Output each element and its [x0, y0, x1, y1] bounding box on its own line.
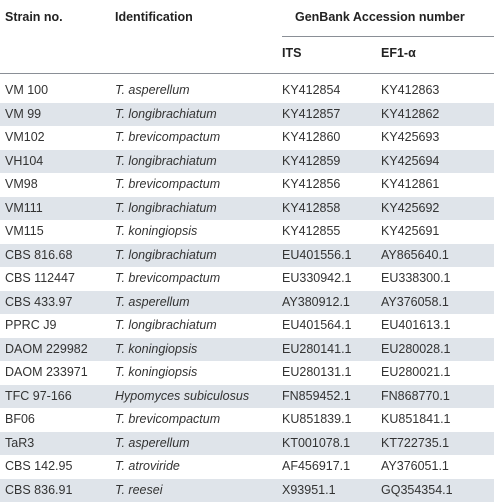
cell-ef1: KY412862 [381, 103, 439, 127]
cell-identification: T. brevicompactum [115, 173, 220, 197]
cell-ef1: FN868770.1 [381, 385, 450, 409]
cell-its: EU401564.1 [282, 314, 352, 338]
cell-identification: T. asperellum [115, 291, 190, 315]
cell-identification: T. longibrachiatum [115, 150, 217, 174]
cell-ef1: AY376058.1 [381, 291, 449, 315]
table-row [0, 361, 494, 385]
cell-its: AF456917.1 [282, 455, 350, 479]
cell-its: KY412860 [282, 126, 340, 150]
cell-strain: DAOM 233971 [5, 361, 88, 385]
table-row [0, 150, 494, 174]
cell-ef1: GQ354354.1 [381, 479, 453, 502]
cell-strain: VM111 [5, 197, 43, 221]
table-row [0, 314, 494, 338]
table-row [0, 79, 494, 103]
cell-its: KY412859 [282, 150, 340, 174]
cell-identification: T. longibrachiatum [115, 103, 217, 127]
cell-identification: T. koningiopsis [115, 220, 197, 244]
cell-ef1: KY425694 [381, 150, 439, 174]
cell-identification: T. asperellum [115, 79, 190, 103]
cell-strain: VH104 [5, 150, 43, 174]
cell-strain: CBS 816.68 [5, 244, 72, 268]
cell-ef1: KY425692 [381, 197, 439, 221]
cell-strain: VM102 [5, 126, 45, 150]
table-row [0, 103, 494, 127]
table-row [0, 173, 494, 197]
cell-identification: T. brevicompactum [115, 408, 220, 432]
table-row [0, 385, 494, 409]
table-row [0, 244, 494, 268]
header-ef1: EF1-α [381, 46, 416, 60]
cell-its: KY412857 [282, 103, 340, 127]
table-row [0, 197, 494, 221]
cell-identification: T. longibrachiatum [115, 197, 217, 221]
cell-ef1: KT722735.1 [381, 432, 449, 456]
cell-identification: T. longibrachiatum [115, 244, 217, 268]
cell-its: FN859452.1 [282, 385, 351, 409]
cell-its: KT001078.1 [282, 432, 350, 456]
cell-ef1: EU280028.1 [381, 338, 451, 362]
cell-its: EU330942.1 [282, 267, 352, 291]
table-row [0, 408, 494, 432]
table-row [0, 126, 494, 150]
cell-identification: T. longibrachiatum [115, 314, 217, 338]
cell-ef1: EU280021.1 [381, 361, 451, 385]
cell-strain: VM98 [5, 173, 38, 197]
cell-identification: T. asperellum [115, 432, 190, 456]
cell-identification: T. koningiopsis [115, 338, 197, 362]
cell-ef1: EU401613.1 [381, 314, 451, 338]
cell-strain: CBS 112447 [5, 267, 75, 291]
cell-its: EU401556.1 [282, 244, 352, 268]
header-its: ITS [282, 46, 301, 60]
cell-ef1: EU338300.1 [381, 267, 451, 291]
cell-identification: T. atroviride [115, 455, 180, 479]
table-row [0, 291, 494, 315]
table-row [0, 267, 494, 291]
cell-its: KY412856 [282, 173, 340, 197]
header-identification: Identification [115, 10, 193, 24]
cell-ef1: KY412863 [381, 79, 439, 103]
cell-ef1: AY865640.1 [381, 244, 449, 268]
cell-ef1: KY425693 [381, 126, 439, 150]
cell-strain: TaR3 [5, 432, 34, 456]
cell-identification: T. koningiopsis [115, 361, 197, 385]
cell-its: EU280141.1 [282, 338, 352, 362]
cell-identification: T. brevicompactum [115, 126, 220, 150]
cell-its: KY412858 [282, 197, 340, 221]
cell-strain: PPRC J9 [5, 314, 56, 338]
cell-its: KY412854 [282, 79, 340, 103]
cell-strain: CBS 433.97 [5, 291, 72, 315]
cell-strain: CBS 142.95 [5, 455, 72, 479]
cell-identification: T. brevicompactum [115, 267, 220, 291]
cell-its: X93951.1 [282, 479, 336, 502]
table-row [0, 479, 494, 502]
cell-its: KY412855 [282, 220, 340, 244]
cell-ef1: KY425691 [381, 220, 439, 244]
cell-identification: T. reesei [115, 479, 162, 502]
cell-ef1: AY376051.1 [381, 455, 449, 479]
cell-strain: VM 99 [5, 103, 41, 127]
cell-ef1: KY412861 [381, 173, 439, 197]
cell-its: KU851839.1 [282, 408, 352, 432]
cell-strain: BF06 [5, 408, 35, 432]
cell-strain: VM115 [5, 220, 44, 244]
cell-strain: VM 100 [5, 79, 48, 103]
cell-ef1: KU851841.1 [381, 408, 451, 432]
cell-strain: DAOM 229982 [5, 338, 88, 362]
cell-identification: Hypomyces subiculosus [115, 385, 249, 409]
table-row [0, 432, 494, 456]
table-row [0, 455, 494, 479]
table-row [0, 220, 494, 244]
cell-strain: CBS 836.91 [5, 479, 72, 502]
cell-its: AY380912.1 [282, 291, 350, 315]
header-subrule [282, 36, 494, 37]
header-genbank: GenBank Accession number [295, 10, 465, 24]
cell-strain: TFC 97-166 [5, 385, 72, 409]
cell-its: EU280131.1 [282, 361, 352, 385]
table-row [0, 338, 494, 362]
header-bottom-rule [0, 73, 494, 74]
header-strain: Strain no. [5, 10, 63, 24]
